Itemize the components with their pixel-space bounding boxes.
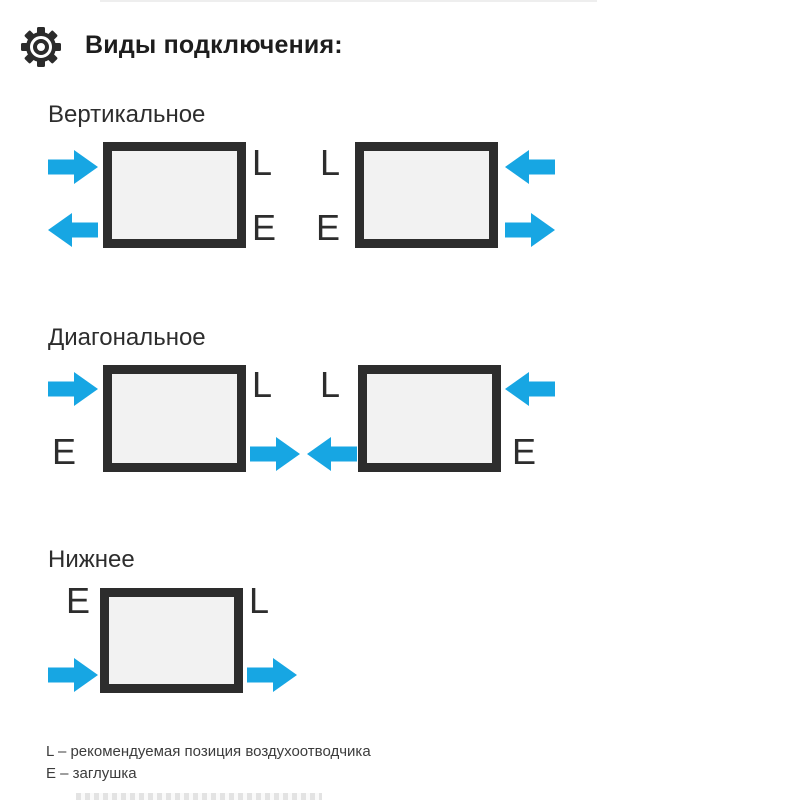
outlet-arrow-icon [505,213,555,247]
outlet-arrow-icon [48,213,98,247]
section-title-bottom: Нижнее [48,546,135,573]
legend-line-l: L – рекомендуемая позиция воздухоотводчика [46,743,371,760]
section-title-diagonal: Диагональное [48,324,206,351]
port-label-e: E [512,431,537,472]
port-label-l: L [252,142,273,183]
radiator-box [358,365,501,472]
port-label-l: L [249,580,270,621]
port-label-l: L [252,364,273,405]
port-label-e: E [316,207,341,248]
outlet-arrow-icon [247,658,297,692]
port-label-e: E [66,580,91,621]
port-label-e: E [52,431,77,472]
bottom-edge-cropped-content [76,793,322,800]
section-title-vertical: Вертикальное [48,101,206,128]
inlet-arrow-icon [48,150,98,184]
top-edge-cropped-content [100,0,597,2]
inlet-arrow-icon [505,150,555,184]
port-label-l: L [319,364,340,405]
inlet-arrow-icon [48,372,98,406]
port-label-e: E [252,207,277,248]
outlet-arrow-icon [250,437,300,471]
port-label-l: L [319,142,340,183]
inlet-arrow-icon [48,658,98,692]
page-title: Виды подключения: [85,31,343,59]
legend-line-e: E – заглушка [46,765,137,782]
radiator-box [100,588,243,693]
inlet-arrow-icon [505,372,555,406]
radiator-box [103,142,246,248]
radiator-box [355,142,498,248]
outlet-arrow-icon [307,437,357,471]
gear-icon [20,26,62,68]
radiator-box [103,365,246,472]
